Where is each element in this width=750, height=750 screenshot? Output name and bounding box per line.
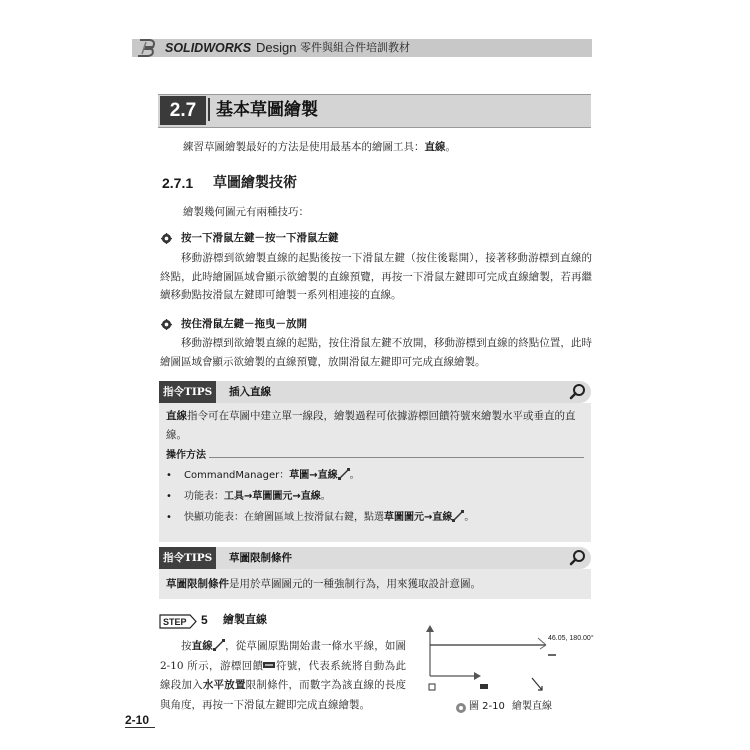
section-separator <box>208 98 210 121</box>
operation-item: • CommandManager：草圖→直線 。 <box>166 470 360 481</box>
section-intro: 練習草圖繪製最好的方法是使用最基本的繪圖工具：直線。 <box>183 141 456 153</box>
gear-bullet-icon <box>161 319 172 330</box>
magnifier-icon <box>569 549 587 567</box>
gear-bullet-icon <box>161 233 172 244</box>
header-edition: Design <box>256 40 297 55</box>
section-title: 基本草圖繪製 <box>216 100 318 120</box>
figure-caption-number: 圖 2-10 <box>469 701 505 712</box>
tips-bar <box>159 381 591 403</box>
step-body: 按直線 ，從草圖原點開始畫一條水平線，如圖 2-10 所示，游標回饋 符號，代表系統將自動為此線段加入水平放置限制條件，而數字為該直線的長度與角度，再按一下滑鼠左鍵即完成直線繪製。 <box>160 640 407 711</box>
operation-item: • 快顯功能表：在繪圖區域上按滑鼠右鍵，點選草圖圖元→直線 。 <box>166 512 475 523</box>
tips-description: 直線指令可在草圖中建立單一線段，繪製過程可依據游標回饋符號來繪製水平或垂直的直線。 <box>166 410 576 441</box>
cursor-pencil-icon <box>538 638 546 649</box>
tips-bar <box>159 547 591 569</box>
horizontal-relation-icon <box>263 659 275 671</box>
divider <box>166 457 584 458</box>
figure-caption-title: 繪製直線 <box>512 701 552 712</box>
tips-label: 指令TIPS <box>159 381 216 403</box>
header-brand: SOLIDWORKS <box>165 41 252 55</box>
line-tool-icon <box>338 468 350 480</box>
magnifier-icon <box>569 383 587 401</box>
technique-body: 移動游標到欲繪製直線的起點後按一下滑鼠左鍵（按住後鬆開），接著移動游標到直線的終點，此時繪圖區域會顯示欲繪製的直線預覽，再按一下滑鼠左鍵即可完成直線繪製，若再繼續移動點按滑鼠左鍵即可繪製一系列相連接的直線。 <box>160 252 592 301</box>
operation-heading: 操作方法 <box>166 448 209 464</box>
technique-heading: 按一下滑鼠左鍵－按一下滑鼠左鍵 <box>181 232 339 244</box>
origin-marker-icon <box>429 684 435 690</box>
coordinate-readout: 46.05, 180.00° <box>548 635 594 642</box>
page-number-underline <box>125 727 155 728</box>
technique-body: 移動游標到欲繪製直線的起點，按住滑鼠左鍵不放開，移動游標到直線的終點位置，此時繪圖區域會顯示欲繪製的直線預覽，放開滑鼠左鍵即可完成直線繪製。 <box>160 337 592 368</box>
line-tool-icon <box>452 510 464 522</box>
step-badge <box>159 614 197 629</box>
tips-label: 指令TIPS <box>159 547 216 569</box>
subsection-intro: 繪製幾何圖元有兩種技巧： <box>183 206 309 218</box>
tips-title: 草圖限制條件 <box>229 552 292 564</box>
ds-logo-icon <box>136 38 162 58</box>
step-number: 5 <box>201 613 208 627</box>
step-title: 繪製直線 <box>223 613 267 626</box>
tips-description: 草圖限制條件是用於草圖圖元的一種強制行為，用來獲取設計意圖。 <box>166 578 481 590</box>
subsection-title: 草圖繪製技術 <box>213 175 297 191</box>
sketch-figure <box>420 616 600 698</box>
origin-axes <box>426 625 481 680</box>
horizontal-marker-icon <box>480 684 488 689</box>
page-number: 2-10 <box>125 713 150 727</box>
tips-title: 插入直線 <box>229 386 271 398</box>
technique-heading: 按住滑鼠左鍵－拖曳－放開 <box>181 318 307 330</box>
figure-icon <box>455 702 467 714</box>
operation-item: • 功能表：工具→草圖圖元→直線。 <box>166 491 331 502</box>
subsection-number: 2.7.1 <box>162 175 194 191</box>
section-number: 2.7 <box>160 96 206 125</box>
line-tool-icon <box>213 639 225 651</box>
header-subtitle: 零件與組合件培訓教材 <box>300 41 410 54</box>
mouse-cursor-icon <box>532 678 542 690</box>
svg-text:STEP: STEP <box>163 617 187 627</box>
